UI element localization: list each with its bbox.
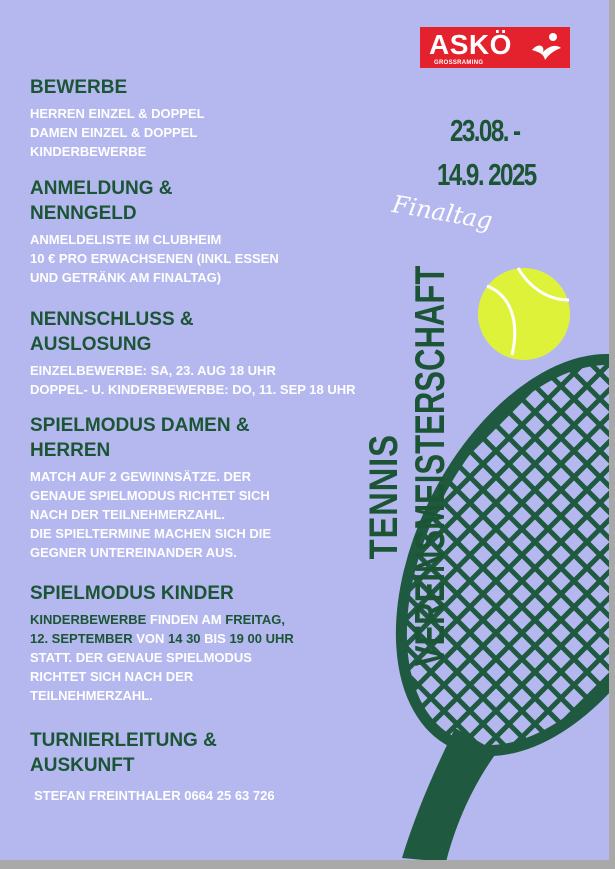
section-heading: SPIELMODUS DAMEN & bbox=[30, 415, 250, 436]
body-line bbox=[30, 610, 360, 629]
title-vereinsmeisterschaft: VEREINSMEISTERSCHAFT bbox=[406, 265, 453, 667]
section-heading: SPIELMODUS KINDER bbox=[30, 583, 234, 604]
section-body bbox=[30, 361, 410, 399]
text-dark: FREITAG, bbox=[225, 612, 285, 627]
body-line: ANMELDELISTE IM CLUBHEIM bbox=[30, 232, 222, 247]
body-line: DAMEN EINZEL & DOPPEL bbox=[30, 125, 198, 140]
section-body bbox=[30, 467, 360, 562]
section-anmeldung bbox=[30, 176, 360, 287]
body-line: STATT. DER GENAUE SPIELMODUS bbox=[30, 650, 252, 665]
section-heading: ANMELDUNG & bbox=[30, 178, 173, 199]
body-line: HERREN EINZEL & DOPPEL bbox=[30, 106, 205, 121]
section-body bbox=[30, 104, 360, 161]
asko-logo bbox=[420, 27, 570, 68]
body-line: UND GETRÄNK AM FINALTAG) bbox=[30, 270, 222, 285]
section-nennschluss bbox=[30, 307, 360, 399]
section-heading: BEWERBE bbox=[30, 77, 128, 98]
body-line: KINDERBEWERBE bbox=[30, 144, 147, 159]
section-body bbox=[30, 230, 360, 287]
text-dark: 12. SEPTEMBER bbox=[30, 631, 133, 646]
section-bewerbe bbox=[30, 75, 360, 161]
section-heading: NENNGELD bbox=[30, 203, 137, 224]
asko-runner-icon bbox=[529, 32, 563, 62]
body-line: MATCH AUF 2 GEWINNSÄTZE. DER bbox=[30, 469, 251, 484]
tennis-ball-icon bbox=[478, 268, 570, 360]
body-line: DOPPEL- U. KINDERBEWERBE: DO, 11. SEP 18 UHR bbox=[30, 382, 356, 397]
body-line: DIE SPIELTERMINE MACHEN SICH DIE bbox=[30, 526, 272, 541]
contact-line: STEFAN FREINTHALER 0664 25 63 726 bbox=[34, 788, 275, 803]
body-line: GENAUE SPIELMODUS RICHTET SICH bbox=[30, 488, 270, 503]
logo-name: ASKÖ bbox=[429, 29, 512, 60]
body-line: RICHTET SICH NACH DER bbox=[30, 669, 194, 684]
text-light: BIS bbox=[200, 631, 230, 646]
section-kinder bbox=[30, 581, 360, 705]
section-body bbox=[30, 610, 360, 705]
body-line: GEGNER UNTEREINANDER AUS. bbox=[30, 545, 237, 560]
body-line bbox=[30, 629, 360, 648]
logo-subtitle: GROSSRAMING bbox=[434, 60, 484, 66]
text-dark: KINDERBEWERBE bbox=[30, 612, 147, 627]
text-dark: 19 00 UHR bbox=[229, 631, 294, 646]
date-start: 23.08. - bbox=[450, 113, 520, 148]
finaltag-note: Finaltag bbox=[390, 190, 495, 236]
text-dark: 14 30 bbox=[168, 631, 201, 646]
body-line: EINZELBEWERBE: SA, 23. AUG 18 UHR bbox=[30, 363, 276, 378]
section-turnierleitung bbox=[30, 728, 360, 805]
body-line: NACH DER TEILNEHMERZAHL. bbox=[30, 507, 225, 522]
section-heading: TURNIERLEITUNG & bbox=[30, 730, 217, 751]
text-light: FINDEN AM bbox=[146, 612, 226, 627]
date-end: 14.9. 2025 bbox=[437, 157, 536, 192]
body-line: TEILNEHMERZAHL. bbox=[30, 688, 153, 703]
section-heading: NENNSCHLUSS & bbox=[30, 309, 194, 330]
body-line: 10 € PRO ERWACHSENEN (INKL ESSEN bbox=[30, 251, 279, 266]
section-heading: AUSKUNFT bbox=[30, 755, 135, 776]
title-tennis: TENNIS bbox=[362, 434, 406, 560]
section-body bbox=[30, 786, 360, 805]
section-heading: AUSLOSUNG bbox=[30, 334, 152, 355]
section-spielmodus bbox=[30, 413, 360, 562]
text-light: VON bbox=[132, 631, 168, 646]
section-heading: HERREN bbox=[30, 440, 111, 461]
